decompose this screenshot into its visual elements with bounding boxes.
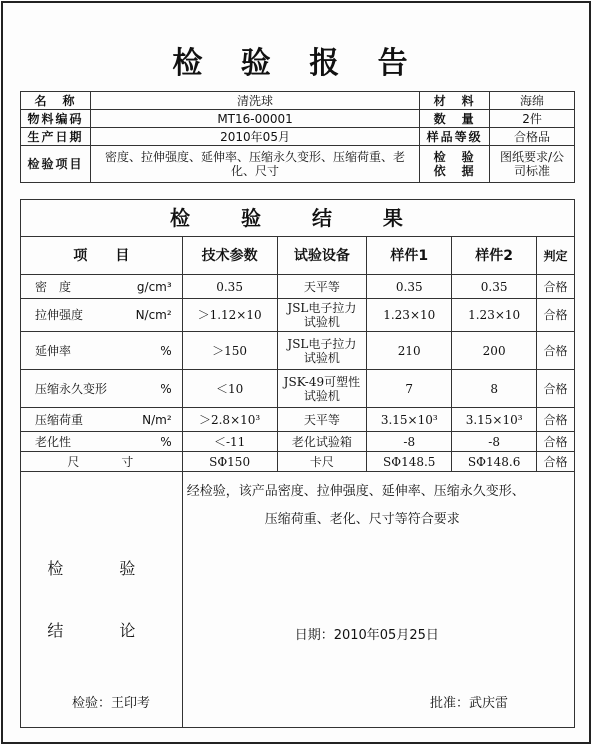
header-verdict: 判定 <box>537 237 575 275</box>
row-param: ＜10 <box>182 370 277 408</box>
row-param: ＞1.12×10 <box>182 299 277 332</box>
row-item: 尺 寸 <box>21 452 183 472</box>
row-equipment: 卡尺 <box>277 452 367 472</box>
row-sample1: 3.15×10³ <box>367 408 452 432</box>
items-value: 密度、拉伸强度、延伸率、压缩永久变形、压缩荷重、老化、尺寸 <box>90 146 419 183</box>
row-sample1: SΦ148.5 <box>367 452 452 472</box>
row-sample1: 210 <box>367 332 452 370</box>
row-sample1: 1.23×10 <box>367 299 452 332</box>
row-sample2: 8 <box>452 370 537 408</box>
row-item: 老化性 % <box>21 432 183 452</box>
results-title: 检 验 结 果 <box>21 200 575 237</box>
header-sample2: 样件2 <box>452 237 537 275</box>
report-title: 检 验 报 告 <box>172 46 422 81</box>
header-sample1: 样件1 <box>367 237 452 275</box>
row-param: ＞150 <box>182 332 277 370</box>
row-item: 拉伸强度 N/cm² <box>21 299 183 332</box>
conclusion-date: 日期：2010年05月25日 <box>294 628 439 643</box>
table-row <box>21 299 575 332</box>
material-value: 海绵 <box>490 92 575 110</box>
conclusion-row <box>21 472 575 728</box>
table-row <box>21 432 575 452</box>
code-label: 物料编码 <box>21 110 91 128</box>
name-value: 清洗球 <box>90 92 419 110</box>
table-row <box>21 370 575 408</box>
row-sample2: 200 <box>452 332 537 370</box>
row-equipment: 天平等 <box>277 408 367 432</box>
row-verdict: 合格 <box>537 275 575 299</box>
row-equipment: JSL电子拉力试验机 <box>277 332 367 370</box>
row-equipment: JSL电子拉力试验机 <box>277 299 367 332</box>
row-sample2: 0.35 <box>452 275 537 299</box>
row-equipment: JSK-49可塑性试验机 <box>277 370 367 408</box>
table-row <box>21 452 575 472</box>
qty-label: 数 量 <box>420 110 490 128</box>
row-verdict: 合格 <box>537 432 575 452</box>
row-sample2: 1.23×10 <box>452 299 537 332</box>
row-param: SΦ150 <box>182 452 277 472</box>
row-verdict: 合格 <box>537 370 575 408</box>
row-item: 压缩荷重 N/m² <box>21 408 183 432</box>
row-sample1: 0.35 <box>367 275 452 299</box>
approver-signature: 批准：武庆雷 <box>430 696 509 711</box>
conclusion-body <box>182 472 574 728</box>
row-sample1: -8 <box>367 432 452 452</box>
table-row <box>21 332 575 370</box>
row-verdict: 合格 <box>537 452 575 472</box>
items-label: 检验项目 <box>21 146 91 183</box>
material-label: 材 料 <box>420 92 490 110</box>
code-value: MT16-00001 <box>90 110 419 128</box>
row-equipment: 老化试验箱 <box>277 432 367 452</box>
row-verdict: 合格 <box>537 299 575 332</box>
row-verdict: 合格 <box>537 332 575 370</box>
header-param: 技术参数 <box>182 237 277 275</box>
row-item: 延伸率 % <box>21 332 183 370</box>
row-item: 密 度 g/cm³ <box>21 275 183 299</box>
conclusion-label-line2: 结 论 <box>47 620 156 640</box>
row-param: ＞2.8×10³ <box>182 408 277 432</box>
basis-label-line2: 依 据 <box>433 164 476 178</box>
header-equipment: 试验设备 <box>277 237 367 275</box>
row-sample2: 3.15×10³ <box>452 408 537 432</box>
inspector-signature: 检验：王印考 <box>72 696 151 711</box>
row-sample1: 7 <box>367 370 452 408</box>
conclusion-text-line1: 经检验，该产品密度、拉伸强度、延伸率、压缩永久变形、 <box>186 484 525 499</box>
qty-value: 2件 <box>490 110 575 128</box>
header-item: 项 目 <box>21 237 183 275</box>
row-equipment: 天平等 <box>277 275 367 299</box>
row-item: 压缩永久变形 % <box>21 370 183 408</box>
basis-value: 图纸要求/公司标准 <box>490 146 575 183</box>
row-sample2: SΦ148.6 <box>452 452 537 472</box>
row-sample2: -8 <box>452 432 537 452</box>
row-verdict: 合格 <box>537 408 575 432</box>
row-param: 0.35 <box>182 275 277 299</box>
results-table <box>20 199 575 728</box>
conclusion-text-line2: 压缩荷重、老化、尺寸等符合要求 <box>264 512 460 527</box>
grade-value: 合格品 <box>490 128 575 146</box>
date-value: 2010年05月 <box>90 128 419 146</box>
table-row <box>21 275 575 299</box>
row-param: ＜-11 <box>182 432 277 452</box>
basis-label <box>420 146 490 183</box>
conclusion-label-line1: 检 验 <box>47 558 156 578</box>
table-row <box>21 408 575 432</box>
results-header-row <box>21 237 575 275</box>
info-table <box>20 91 575 183</box>
name-label: 名 称 <box>21 92 91 110</box>
basis-label-line1: 检 验 <box>433 150 476 164</box>
grade-label: 样品等级 <box>420 128 490 146</box>
conclusion-label <box>21 472 183 728</box>
date-label: 生产日期 <box>21 128 91 146</box>
